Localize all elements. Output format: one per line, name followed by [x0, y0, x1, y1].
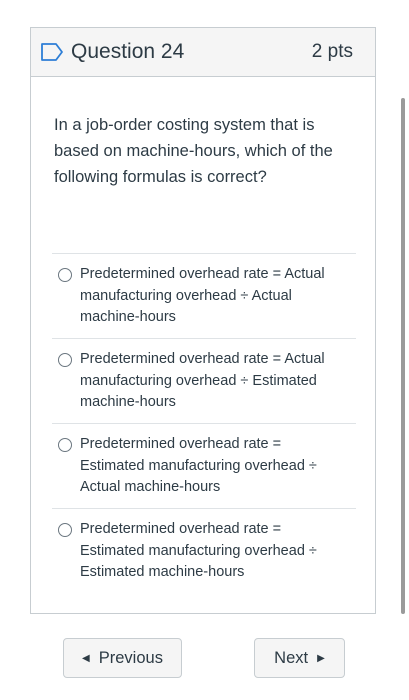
question-points: 2 pts — [311, 41, 353, 62]
answer-option[interactable] — [52, 423, 356, 508]
radio-button[interactable] — [58, 523, 72, 537]
next-button[interactable] — [254, 638, 345, 678]
flag-icon[interactable] — [40, 42, 64, 62]
caret-left-icon: ◀ — [82, 652, 90, 664]
answer-option[interactable] — [52, 338, 356, 423]
question-card — [30, 27, 376, 614]
previous-label: Previous — [98, 648, 163, 667]
question-title: Question 24 — [71, 40, 185, 63]
radio-button[interactable] — [58, 268, 72, 282]
answer-label: Predetermined overhead rate = Estimated manufacturing overhead ÷ Estimated machine-hours — [80, 521, 317, 580]
next-label: Next — [274, 648, 309, 667]
scrollbar[interactable] — [401, 98, 405, 614]
answer-label: Predetermined overhead rate = Actual manufacturing overhead ÷ Actual machine-hours — [80, 266, 325, 325]
caret-right-icon: ▶ — [317, 652, 325, 664]
answer-label: Predetermined overhead rate = Estimated manufacturing overhead ÷ Actual machine-hours — [80, 436, 317, 495]
radio-button[interactable] — [58, 438, 72, 452]
previous-button[interactable] — [63, 638, 182, 678]
answer-list — [52, 253, 356, 593]
answer-option[interactable] — [52, 253, 356, 338]
radio-button[interactable] — [58, 353, 72, 367]
answer-option[interactable] — [52, 508, 356, 593]
question-header — [31, 28, 375, 77]
answer-label: Predetermined overhead rate = Actual manufacturing overhead ÷ Estimated machine-hours — [80, 351, 325, 410]
question-text: In a job-order costing system that is based on machine-hours, which of the following formulas is correct? — [54, 116, 333, 186]
